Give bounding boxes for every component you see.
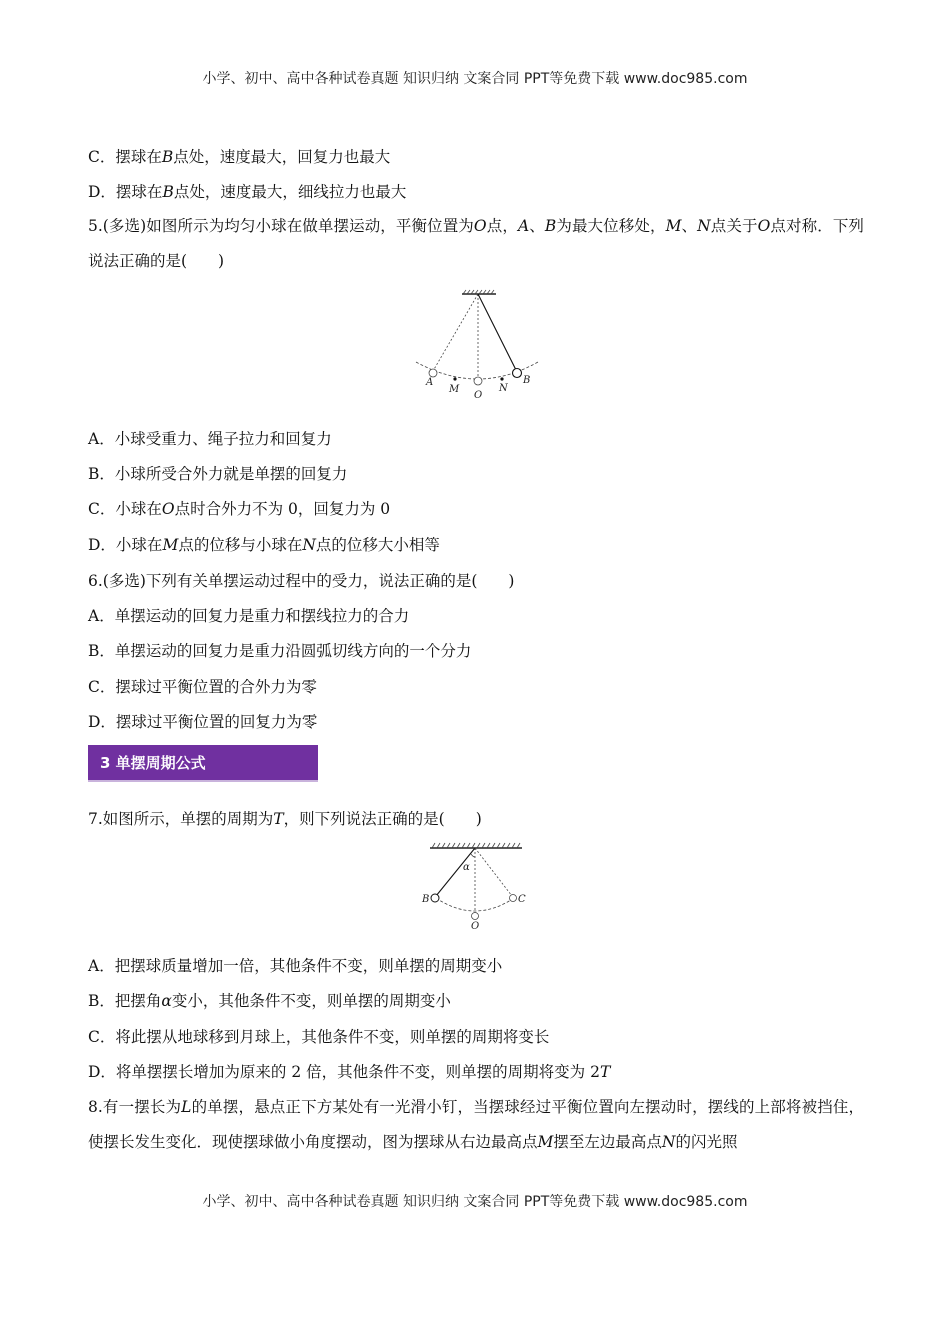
q7-ball-b — [431, 894, 439, 902]
q7-string-c — [475, 848, 512, 896]
q5-label-b: B — [523, 375, 531, 386]
q7-ball-o — [472, 913, 479, 920]
q6-option-d: D．摆球过平衡位置的回复力为零 — [88, 713, 318, 731]
q7-pendulum-figure — [418, 838, 528, 932]
q7-label-b: B — [422, 894, 430, 905]
q7-option-b: B．把摆角α变小，其他条件不变，则单摆的周期变小 — [88, 992, 451, 1010]
q7-option-c: C．将此摆从地球移到月球上，其他条件不变，则单摆的周期将变长 — [88, 1028, 550, 1046]
q6-option-c: C．摆球过平衡位置的合外力为零 — [88, 678, 317, 696]
q5-label-o: O — [474, 390, 483, 401]
q7-label-o: O — [471, 921, 480, 932]
q4-option-c: C．摆球在B点处，速度最大，回复力也最大 — [88, 148, 391, 166]
q7-label-alpha: α — [463, 862, 470, 873]
q5-label-a: A — [426, 377, 434, 388]
q5-stem: 5.(多选)如图所示为均匀小球在做单摆运动，平衡位置为O点，A、B为最大位移处，M、N点关于O点对称．下列说法正确的是( ) — [88, 217, 864, 270]
q6-stem: 6.(多选)下列有关单摆运动过程中的受力，说法正确的是( ) — [88, 572, 515, 590]
q7-ball-c — [510, 895, 517, 902]
page-header: 小学、初中、高中各种试卷真题 知识归纳 文案合同 PPT等免费下载 www.doc985.com — [202, 71, 748, 87]
q8-stem: 8.有一摆长为L的单摆，悬点正下方某处有一光滑小钉，当摆球经过平衡位置向左摆动时，摆线的上部将被挡住，使摆长发生变化．现使摆球做小角度摆动，图为摆球从右边最高点M摆至左边最高点N的闪光照 — [88, 1098, 864, 1151]
q5-ball-a — [429, 369, 437, 377]
q6-option-a: A．单摆运动的回复力是重力和摆线拉力的合力 — [88, 607, 410, 625]
q7-angle-arc — [471, 854, 475, 857]
q5-string-b — [478, 294, 516, 370]
q5-ball-o — [474, 377, 482, 385]
q7-option-a: A．把摆球质量增加一倍，其他条件不变，则单摆的周期变小 — [88, 957, 503, 975]
q7-option-d: D．将单摆摆长增加为原来的 2 倍，其他条件不变，则单摆的周期将变为 2T — [88, 1063, 611, 1081]
q5-label-m: M — [449, 384, 460, 395]
page-footer: 小学、初中、高中各种试卷真题 知识归纳 文案合同 PPT等免费下载 www.doc985.com — [202, 1194, 748, 1210]
section-heading: 3 单摆周期公式 — [88, 745, 318, 782]
q5-point-n — [500, 377, 503, 380]
q5-point-m — [453, 377, 456, 380]
q5-option-d: D．小球在M点的位移与小球在N点的位移大小相等 — [88, 536, 440, 554]
q6-option-b: B．单摆运动的回复力是重力沿圆弧切线方向的一个分力 — [88, 642, 472, 660]
q5-ball-b — [513, 369, 522, 378]
q5-option-b: B．小球所受合外力就是单摆的回复力 — [88, 465, 348, 483]
q4-option-d: D．摆球在B点处，速度最大，细线拉力也最大 — [88, 183, 407, 201]
q5-string-a — [433, 294, 478, 371]
q7-label-c: C — [518, 894, 526, 905]
q7-stem: 7.如图所示，单摆的周期为T，则下列说法正确的是( ) — [88, 810, 482, 828]
q5-label-n: N — [499, 383, 508, 394]
q5-option-c: C．小球在O点时合外力不为 0，回复力为 0 — [88, 500, 391, 518]
q5-pendulum-figure — [412, 288, 542, 403]
q5-option-a: A．小球受重力、绳子拉力和回复力 — [88, 430, 332, 448]
